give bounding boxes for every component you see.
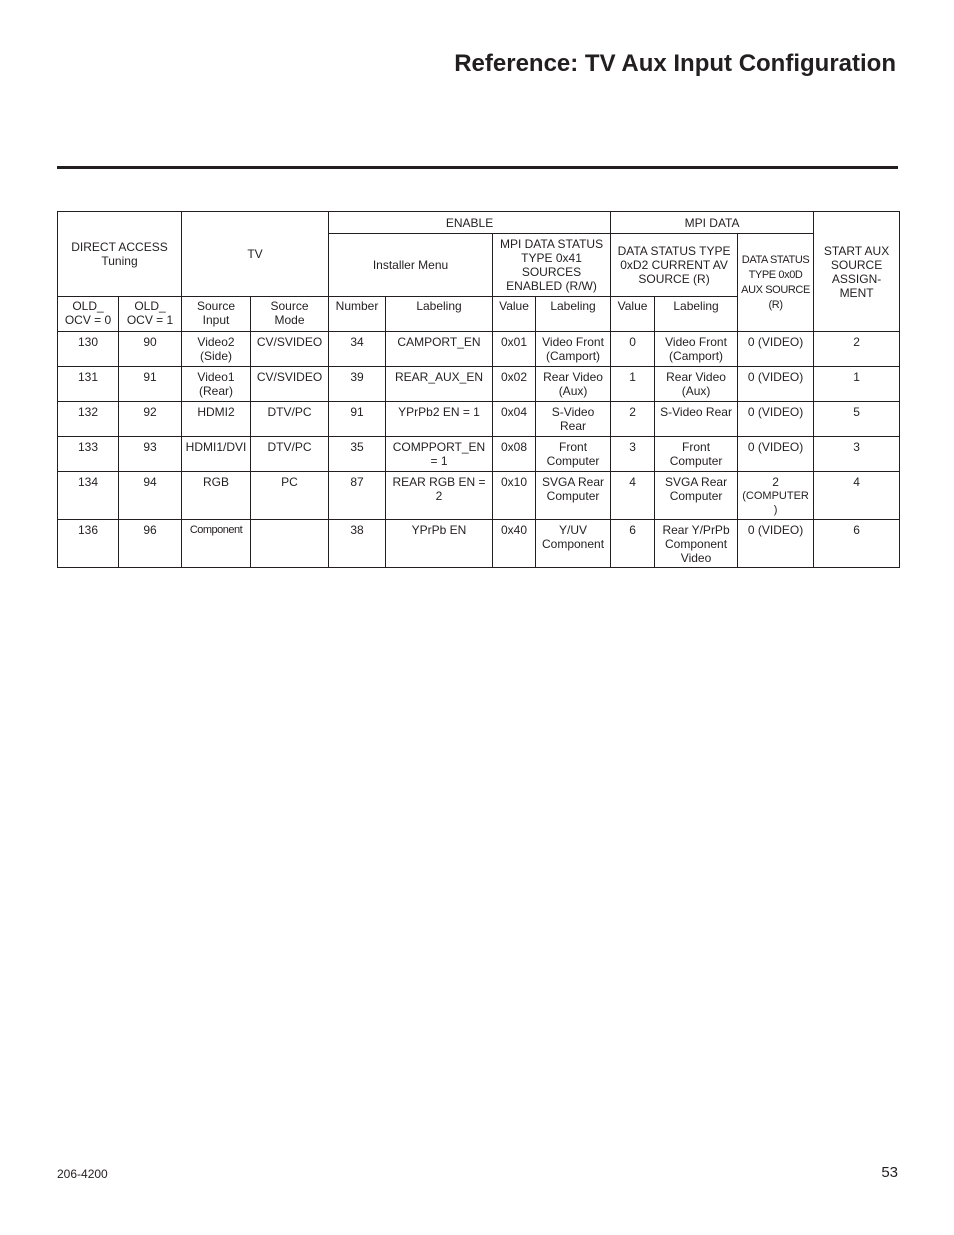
table-row <box>58 332 900 367</box>
cell-source-input: HDMI1/DVI <box>182 437 251 472</box>
cell-ocv0: 131 <box>58 367 119 402</box>
header-installer-menu: Installer Menu <box>329 234 493 297</box>
table-row <box>58 367 900 402</box>
doc-number: 206-4200 <box>57 1167 108 1181</box>
cell-mpi-value: 0x40 <box>493 520 536 568</box>
cell-mpi-label: Video Front (Camport) <box>536 332 611 367</box>
cell-labeling: REAR RGB EN = 2 <box>386 472 493 520</box>
cell-source-mode: DTV/PC <box>251 402 329 437</box>
table-row <box>58 437 900 472</box>
cell-source-mode: CV/SVIDEO <box>251 332 329 367</box>
cell-mpi-label: S-Video Rear <box>536 402 611 437</box>
header-mpi-data: MPI DATA <box>611 212 814 234</box>
cell-source-input: RGB <box>182 472 251 520</box>
cell-ds-value: 6 <box>611 520 655 568</box>
cell-aux-source <box>738 472 814 520</box>
cell-mpi-value: 0x02 <box>493 367 536 402</box>
cell-start-aux: 5 <box>814 402 900 437</box>
cell-ocv1: 91 <box>119 367 182 402</box>
header-mpi-status-type: MPI DATA STATUS TYPE 0x41 SOURCES ENABLED (R/W) <box>493 234 611 297</box>
cell-source-input: Component <box>182 520 251 568</box>
table-row <box>58 472 900 520</box>
aux-source-label: (COMPUTER) <box>742 490 809 516</box>
cell-ds-label: Front Computer <box>655 437 738 472</box>
cell-ds-value: 1 <box>611 367 655 402</box>
cell-ocv1: 96 <box>119 520 182 568</box>
header-labeling-installer: Labeling <box>386 297 493 332</box>
cell-source-mode: CV/SVIDEO <box>251 367 329 402</box>
cell-labeling: YPrPb2 EN = 1 <box>386 402 493 437</box>
page-title: Reference: TV Aux Input Configuration <box>454 50 896 77</box>
cell-source-input: Video1 (Rear) <box>182 367 251 402</box>
cell-number: 34 <box>329 332 386 367</box>
cell-ds-value: 2 <box>611 402 655 437</box>
header-old-ocv0: OLD_ OCV = 0 <box>58 297 119 332</box>
header-data-status-0x0d: DATA STATUS TYPE 0x0D AUX SOURCE (R) <box>738 234 814 332</box>
cell-start-aux: 3 <box>814 437 900 472</box>
header-number: Number <box>329 297 386 332</box>
header-value-data: Value <box>611 297 655 332</box>
table-row <box>58 402 900 437</box>
cell-number: 38 <box>329 520 386 568</box>
cell-mpi-value: 0x08 <box>493 437 536 472</box>
cell-mpi-label: Rear Video (Aux) <box>536 367 611 402</box>
page-number: 53 <box>881 1164 898 1181</box>
header-labeling-mpi: Labeling <box>536 297 611 332</box>
cell-number: 35 <box>329 437 386 472</box>
cell-aux-source: 0 (VIDEO) <box>738 437 814 472</box>
cell-ds-label: Rear Video (Aux) <box>655 367 738 402</box>
cell-mpi-label: SVGA Rear Computer <box>536 472 611 520</box>
aux-input-config-table <box>57 211 900 568</box>
cell-aux-source: 0 (VIDEO) <box>738 520 814 568</box>
table-row <box>58 520 900 568</box>
cell-aux-source: 0 (VIDEO) <box>738 402 814 437</box>
cell-ocv1: 93 <box>119 437 182 472</box>
cell-labeling: YPrPb EN <box>386 520 493 568</box>
cell-mpi-value: 0x01 <box>493 332 536 367</box>
header-labeling-data: Labeling <box>655 297 738 332</box>
cell-source-mode: DTV/PC <box>251 437 329 472</box>
cell-start-aux: 2 <box>814 332 900 367</box>
cell-ocv0: 132 <box>58 402 119 437</box>
cell-start-aux: 1 <box>814 367 900 402</box>
cell-ocv0: 134 <box>58 472 119 520</box>
cell-aux-source: 0 (VIDEO) <box>738 367 814 402</box>
title-rule <box>57 166 898 169</box>
cell-ocv1: 94 <box>119 472 182 520</box>
header-data-status-0xd2: DATA STATUS TYPE 0xD2 CURRENT AV SOURCE (R) <box>611 234 738 297</box>
cell-ds-value: 4 <box>611 472 655 520</box>
cell-source-mode <box>251 520 329 568</box>
cell-mpi-value: 0x10 <box>493 472 536 520</box>
header-tv: TV <box>182 212 329 297</box>
header-old-ocv1: OLD_ OCV = 1 <box>119 297 182 332</box>
cell-ds-label: Rear Y/PrPb Component Video <box>655 520 738 568</box>
header-source-input: Source Input <box>182 297 251 332</box>
cell-ocv0: 133 <box>58 437 119 472</box>
cell-mpi-label: Front Computer <box>536 437 611 472</box>
aux-source-value: 2 <box>772 475 779 489</box>
cell-number: 39 <box>329 367 386 402</box>
cell-start-aux: 4 <box>814 472 900 520</box>
cell-ds-label: SVGA Rear Computer <box>655 472 738 520</box>
cell-ds-label: Video Front (Camport) <box>655 332 738 367</box>
cell-ocv1: 92 <box>119 402 182 437</box>
cell-ds-value: 0 <box>611 332 655 367</box>
cell-mpi-label: Y/UV Component <box>536 520 611 568</box>
cell-ocv0: 130 <box>58 332 119 367</box>
cell-source-input: HDMI2 <box>182 402 251 437</box>
cell-aux-source: 0 (VIDEO) <box>738 332 814 367</box>
cell-ds-label: S-Video Rear <box>655 402 738 437</box>
header-start-aux: START AUX SOURCE ASSIGN- MENT <box>814 212 900 332</box>
cell-labeling: CAMPORT_EN <box>386 332 493 367</box>
cell-ocv1: 90 <box>119 332 182 367</box>
header-direct-access: DIRECT ACCESS Tuning <box>58 212 182 297</box>
cell-mpi-value: 0x04 <box>493 402 536 437</box>
header-value-mpi: Value <box>493 297 536 332</box>
cell-start-aux: 6 <box>814 520 900 568</box>
cell-number: 91 <box>329 402 386 437</box>
cell-labeling: REAR_AUX_EN <box>386 367 493 402</box>
cell-labeling: COMPPORT_EN = 1 <box>386 437 493 472</box>
header-source-mode: Source Mode <box>251 297 329 332</box>
header-enable: ENABLE <box>329 212 611 234</box>
cell-ds-value: 3 <box>611 437 655 472</box>
cell-ocv0: 136 <box>58 520 119 568</box>
cell-source-input: Video2 (Side) <box>182 332 251 367</box>
cell-source-mode: PC <box>251 472 329 520</box>
cell-number: 87 <box>329 472 386 520</box>
